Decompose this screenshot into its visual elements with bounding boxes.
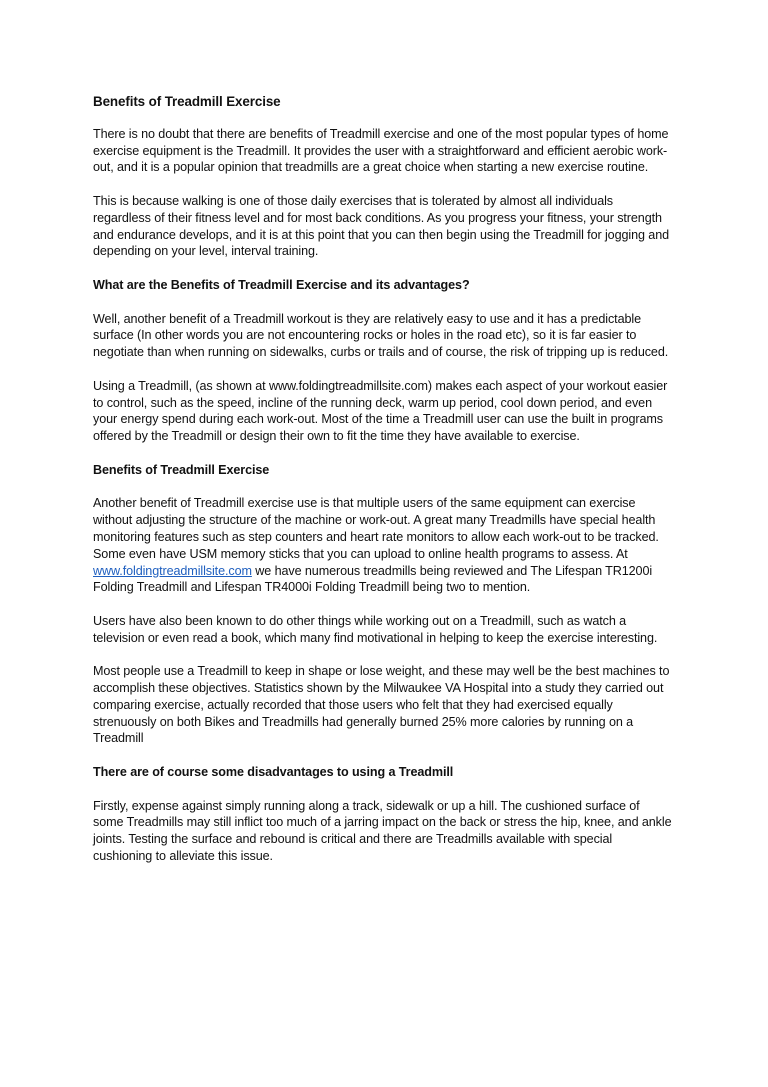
paragraph-statistics: Most people use a Treadmill to keep in shape or lose weight, and these may well be the best machines to accomplish these objectives. Statistics shown by the Milwaukee VA Hospital into a study they carried out comparing exercise, actually recorded that those users who felt that they had exercised equally strenuously on both Bikes and Treadmills had generally burned 25% more calories by running on a Treadmill	[93, 664, 670, 746]
heading-disadvantages: There are of course some disadvantages to using a Treadmill	[93, 765, 454, 780]
paragraph-other-activities: Users have also been known to do other things while working out on a Treadmill, such as watch a television or even read a book, which many find motivational in helping to keep the exercise interesting.	[93, 613, 658, 645]
paragraph-multiple-users	[93, 495, 673, 596]
document-page	[93, 94, 673, 882]
paragraph-intro: There is no doubt that there are benefits of Treadmill exercise and one of the most popular types of home exercise equipment is the Treadmill. It provides the user with a straightforward and efficient aerobic work-out, and it is a popular opinion that treadmills are a great choice when starting a new exercise routine.	[93, 126, 669, 175]
heading-benefits: Benefits of Treadmill Exercise	[93, 462, 270, 477]
paragraph-walking: This is because walking is one of those daily exercises that is tolerated by almost all individuals regardless of their fitness level and for most back conditions. As you progress your fitness, your strength and endurance develops, and it is at this point that you can then begin using the Treadmill for jogging and depending on your level, interval training.	[93, 193, 670, 259]
paragraph-multiple-users-text-a: Another benefit of Treadmill exercise use is that multiple users of the same equipment can exercise without adjusting the structure of the machine or work-out. A great many Treadmills have special health monitoring features such as step counters and heart rate monitors to allow each work-out to be tracked. Some even have USM memory sticks that you can upload to online health programs to assess. At	[93, 496, 659, 561]
heading-benefits-advantages: What are the Benefits of Treadmill Exercise and its advantages?	[93, 277, 470, 292]
paragraph-multiple-users-text-b: we have numerous treadmills being reviewed and The Lifespan TR1200i Folding Treadmill and Lifespan TR4000i Folding Treadmill being two to mention.	[93, 563, 653, 595]
document-title: Benefits of Treadmill Exercise	[93, 94, 281, 109]
paragraph-control: Using a Treadmill, (as shown at www.foldingtreadmillsite.com) makes each aspect of your workout easier to control, such as the speed, incline of the running deck, warm up period, cool down period, and even your energy spend during each work-out. Most of the time a Treadmill user can use the built in programs offered by the Treadmill or design their own to fit the time they have available to exercise.	[93, 378, 668, 444]
paragraph-expense: Firstly, expense against simply running along a track, sidewalk or up a hill. The cushioned surface of some Treadmills may still inflict too much of a jarring impact on the back or stress the hip, knee, and ankle joints. Testing the surface and rebound is critical and there are Treadmills available with special cushioning to alleviate this issue.	[93, 798, 672, 864]
paragraph-easy-to-use: Well, another benefit of a Treadmill workout is they are relatively easy to use and it has a predictable surface (In other words you are not encountering rocks or holes in the road etc), so it is far easier to negotiate than when running on sidewalks, curbs or trails and of course, the risk of tripping up is reduced.	[93, 311, 669, 360]
site-link[interactable]: www.foldingtreadmillsite.com	[93, 563, 252, 578]
